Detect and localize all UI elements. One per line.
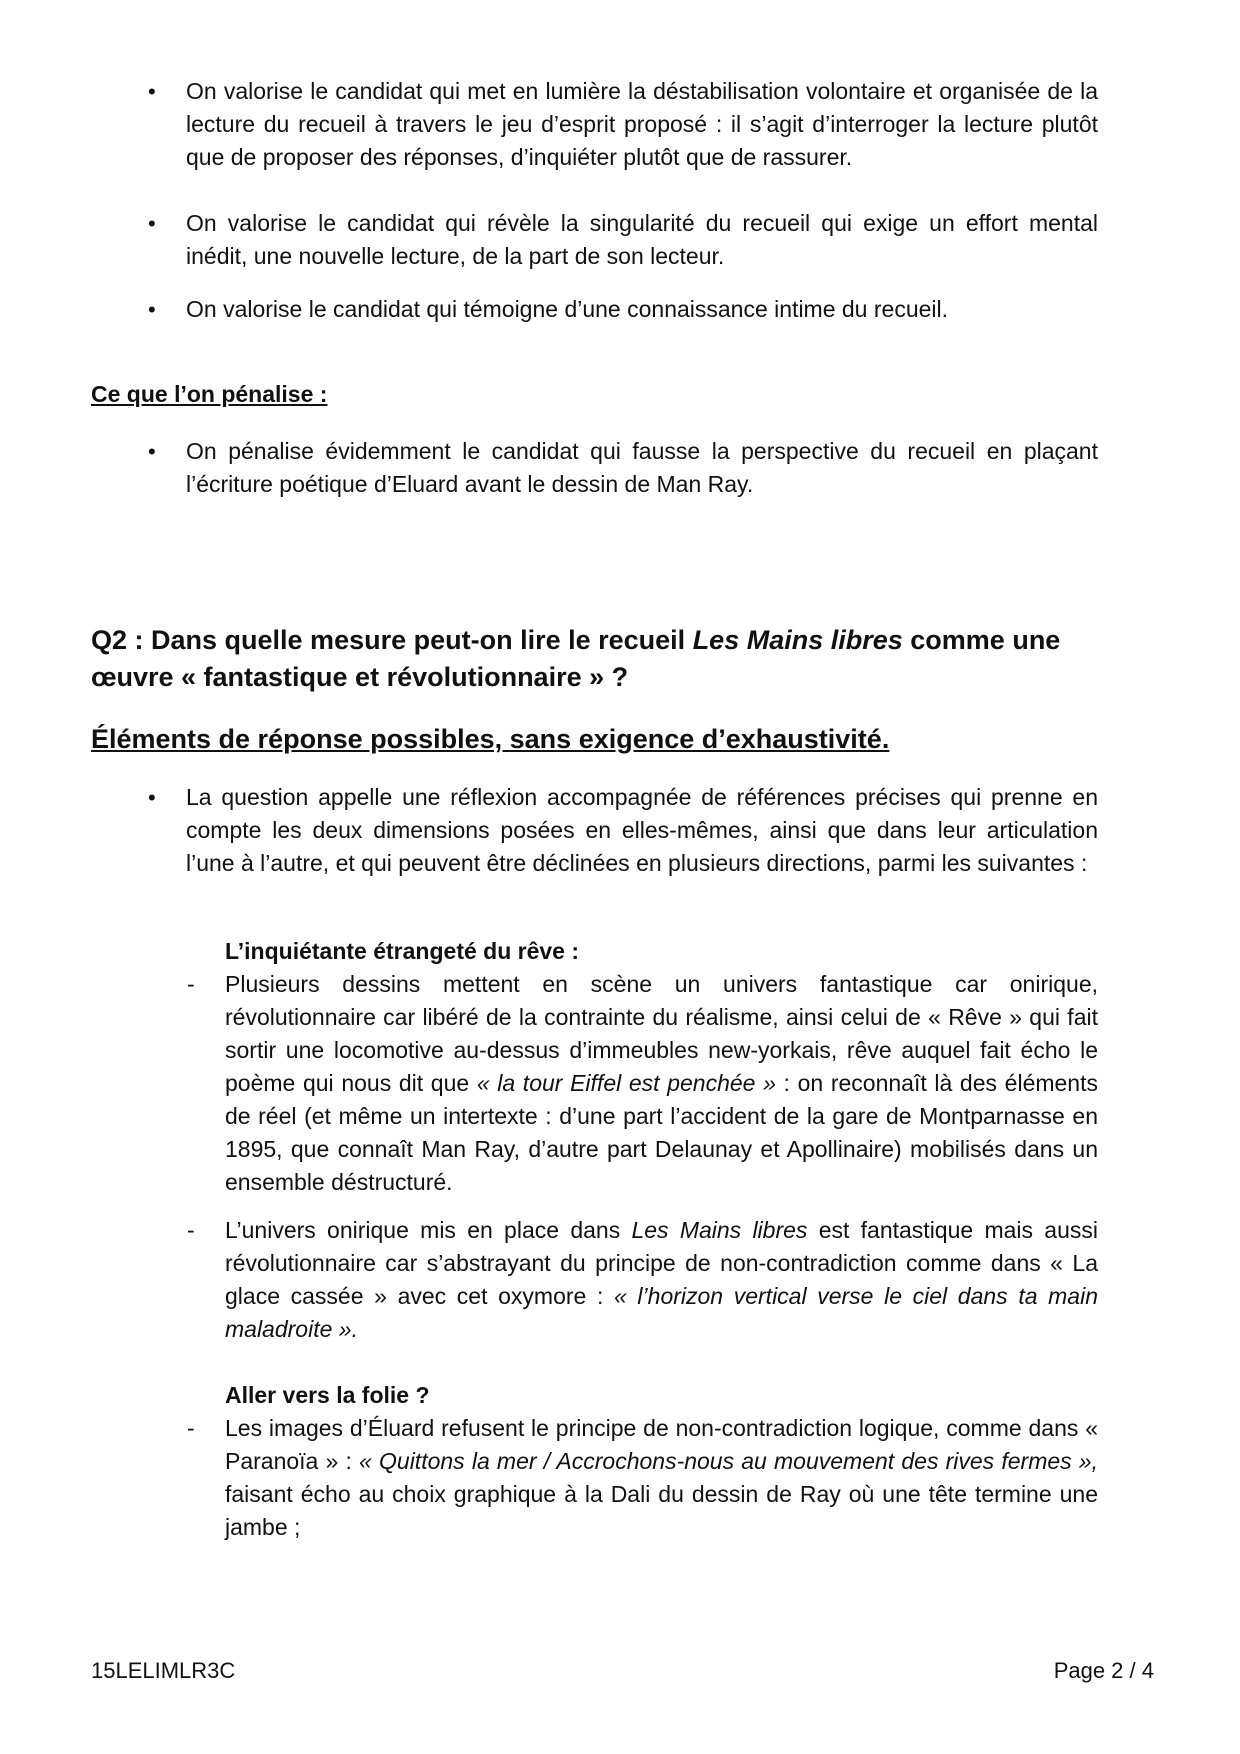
penalty-bullet: On pénalise évidemment le candidat qui fausse la perspective du recueil en plaçant l’écriture poétique d’Eluard avant le dessin de Man Ray. bbox=[186, 438, 1098, 497]
penalty-heading: Ce que l’on pénalise : bbox=[91, 381, 328, 407]
bullet-icon: • bbox=[148, 785, 156, 810]
page-number: Page 2 / 4 bbox=[1053, 1658, 1154, 1683]
section-heading-dream: L’inquiétante étrangeté du rêve : bbox=[225, 938, 580, 964]
intro-bullet: La question appelle une réflexion accompagnée de références précises qui prenne en compte les deux dimensions posées en elles-mêmes, ainsi que dans leur articulation l’une à l’autre, et qui peuvent être déclinées en plusieurs directions, parmi les suivantes : bbox=[186, 784, 1098, 876]
question-title: Q2 : Dans quelle mesure peut-on lire le recueil Les Mains libres comme une œuvre « fantastique et révolutionnaire » ? bbox=[91, 625, 1061, 692]
bullet-icon: • bbox=[148, 211, 156, 236]
dash-marker: - bbox=[187, 1415, 195, 1441]
bullet-text: On valorise le candidat qui met en lumière la déstabilisation volontaire et organisée de la lecture du recueil à travers le jeu d’esprit proposé : il s’agit d’interroger la lecture plutôt que de proposer des réponses, d’inquiéter plutôt que de rassurer. bbox=[186, 78, 1098, 170]
bullet-text: On valorise le candidat qui témoigne d’une connaissance intime du recueil. bbox=[186, 296, 949, 322]
document-code: 15LELIMLR3C bbox=[91, 1658, 236, 1683]
bullet-icon: • bbox=[148, 297, 156, 322]
bullet-text: On valorise le candidat qui révèle la singularité du recueil qui exige un effort mental inédit, une nouvelle lecture, de la part de son lecteur. bbox=[186, 210, 1098, 269]
answer-elements-heading: Éléments de réponse possibles, sans exigence d’exhaustivité. bbox=[91, 724, 890, 754]
dash-item-text: Plusieurs dessins mettent en scène un univers fantastique car onirique, révolutionnaire car libéré de la contrainte du réalisme, ainsi celui de « Rêve » qui fait sortir une locomotive au-dessus d’immeubles new-yorkais, rêve auquel fait écho le poème qui nous dit que « la tour Eiffel est penchée » : on reconnaît là des éléments de réel (et même un intertexte : d’une part l’accident de la gare de Montparnasse en 1895, que connaît Man Ray, d’autre part Delaunay et Apollinaire) mobilisés dans un ensemble déstructuré. bbox=[225, 971, 1098, 1195]
dash-marker: - bbox=[187, 1217, 195, 1243]
dash-marker: - bbox=[187, 971, 195, 997]
section-heading-madness: Aller vers la folie ? bbox=[225, 1382, 430, 1408]
bullet-icon: • bbox=[148, 79, 156, 104]
bullet-icon: • bbox=[148, 439, 156, 464]
dash-item-text: L’univers onirique mis en place dans Les Mains libres est fantastique mais aussi révolutionnaire car s’abstrayant du principe de non-contradiction comme dans « La glace cassée » avec cet oxymore : « l’horizon vertical verse le ciel dans ta main maladroite ». bbox=[225, 1217, 1098, 1342]
dash-item-text: Les images d’Éluard refusent le principe de non-contradiction logique, comme dans « Paranoïa » : « Quittons la mer / Accrochons-nous au mouvement des rives fermes », faisant écho au choix graphique à la Dali du dessin de Ray où une tête termine une jambe ; bbox=[225, 1415, 1098, 1540]
